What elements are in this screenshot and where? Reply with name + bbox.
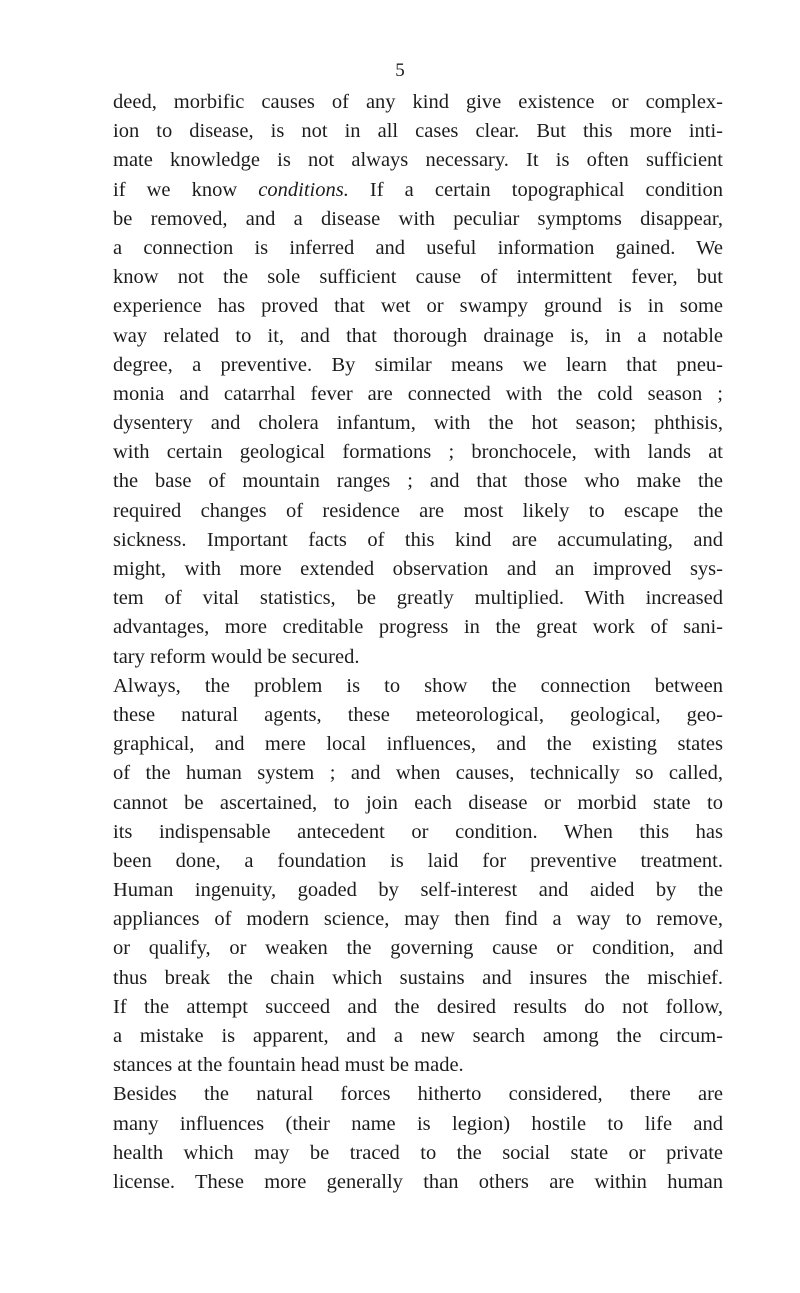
text-line: or qualify, or weaken the governing cause or condition, and (113, 937, 723, 960)
text-line: advantages, more creditable progress in the great work of sani- (113, 616, 723, 639)
text-line: Human ingenuity, goaded by self-interest and aided by the (113, 879, 723, 902)
text-line: health which may be traced to the social state or private (113, 1141, 723, 1164)
text-line: be removed, and a disease with peculiar symptoms disappear, (113, 207, 723, 230)
paragraph-end-line: tary reform would be secured. (113, 645, 360, 668)
text-line: way related to it, and that thorough drainage is, in a notable (113, 324, 723, 347)
paragraph-start-line: Besides the natural forces hitherto considered, there are (113, 1083, 723, 1106)
text-line: tem of vital statistics, be greatly multiplied. With increased (113, 587, 723, 610)
text-line: required changes of residence are most likely to escape the (113, 499, 723, 522)
text-line: graphical, and mere local influences, and the existing states (113, 733, 723, 756)
text-line: its indispensable antecedent or condition. When this has (113, 820, 723, 843)
italic-term: conditions. (258, 178, 349, 201)
text-line: experience has proved that wet or swampy ground is in some (113, 295, 723, 318)
text-line: with certain geological formations ; bronchocele, with lands at (113, 441, 723, 464)
text-line: appliances of modern science, may then find a way to remove, (113, 908, 723, 931)
text-line: sickness. Important facts of this kind are accumulating, and (113, 528, 723, 551)
text-line: a mistake is apparent, and a new search among the circum- (113, 1025, 723, 1047)
text-line: the base of mountain ranges ; and that those who make the (113, 470, 723, 493)
text-line: these natural agents, these meteorological, geological, geo- (113, 703, 723, 726)
text-fragment: if we know (113, 178, 259, 201)
paragraph-start-line: Always, the problem is to show the connection between (113, 674, 723, 697)
text-line: mate knowledge is not always necessary. It is often sufficient (113, 149, 723, 172)
text-line: thus break the chain which sustains and insures the mischief. (113, 966, 723, 989)
text-line: cannot be ascertained, to join each disease or morbid state to (113, 791, 723, 814)
paragraph-end-line: stances at the fountain head must be made. (113, 1054, 464, 1077)
text-line: dysentery and cholera infantum, with the hot season; phthisis, (113, 412, 723, 435)
text-line: many influences (their name is legion) hostile to life and (113, 1112, 723, 1135)
text-line: know not the sole sufficient cause of intermittent fever, but (113, 266, 723, 289)
text-line: deed, morbific causes of any kind give existence or complex- (113, 91, 723, 113)
text-line: might, with more extended observation and an improved sys- (113, 558, 723, 580)
text-line: a connection is inferred and useful information gained. We (113, 236, 723, 259)
text-line: monia and catarrhal fever are connected with the cold season ; (113, 382, 723, 405)
text-line: ion to disease, is not in all cases clear. But this more inti- (113, 120, 723, 143)
body-text (113, 88, 723, 1197)
text-line: of the human system ; and when causes, technically so called, (113, 762, 723, 785)
text-line: license. These more generally than others are within human (113, 1170, 723, 1193)
text-line: degree, a preventive. By similar means we learn that pneu- (113, 353, 723, 376)
text-fragment: If a certain topographical condition (348, 178, 723, 201)
text-line: If the attempt succeed and the desired results do not follow, (113, 995, 723, 1018)
text-line: been done, a foundation is laid for preventive treatment. (113, 849, 723, 872)
text-line-with-italic (113, 176, 723, 205)
page-number: 5 (395, 60, 405, 81)
